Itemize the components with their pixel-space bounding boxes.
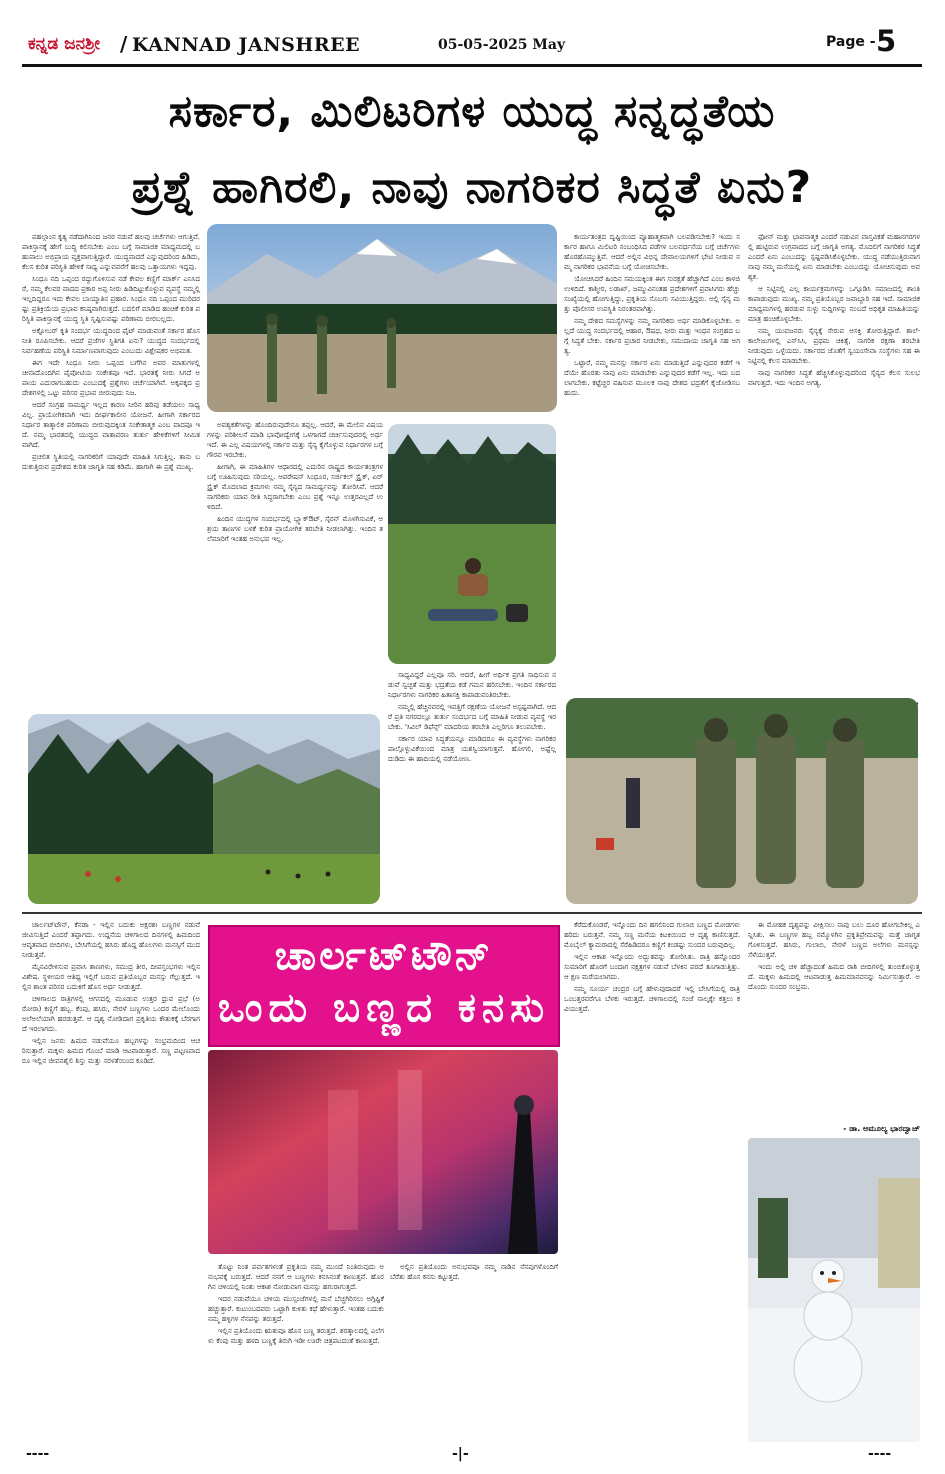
issue-date: 05-05-2025 May bbox=[438, 37, 566, 53]
paragraph: ಸಾಧ್ಯವಿದ್ದರೆ ಎಲ್ಲವೂ ಸರಿ. ಆದರೆ, ಹೀಗೆ ಅರ್ಥಿಕ ಪ್ರಗತಿ ಸಾಧಿಸುವ ನಡುವೆ ಸ್ವಚ್ಛತೆ ಮತ್ತು ಭದ್ರತೆಯ ಕಡೆ ಗಮನ ಹರಿಸಬೇಕು. ಇಂದಿನ ಸರ್ಕಾರದ ನಿರ್ಧಾರಗಳು ನಾಗರಿಕರ ಹಿತಾಸಕ್ತಿ ಕಾಪಾಡುವಂತಿರಬೇಕು. bbox=[388, 671, 556, 699]
paragraph: ಹಿಂದಿನ ಯುದ್ಧಗಳ ಸಂದರ್ಭದಲ್ಲಿ ಬ್ಲ್ಯಾಕ್‌ಔಟ್, ಸೈರನ್ ಮೊಳಗಿಸುವಿಕೆ, ಆಶ್ರಯ ತಾಣಗಳ ಬಳಕೆ ಕುರಿತ ಪ್ರಾಯೋಗಿಕ ತರಬೇತಿ ನೀಡಲಾಗಿತ್ತು. ಇಂದಿನ ತಲೆಮಾರಿಗೆ ಇಂತಹ ಅನುಭವ ಇಲ್ಲ. bbox=[207, 515, 383, 543]
page-number: 5 bbox=[876, 24, 897, 58]
paragraph: ಇಲ್ಲಿನ ಆಕಾಶ ಇನ್ನೊಂದು ಅದ್ಭುತವನ್ನು ತೋರಿಸಿತು. ರಾತ್ರಿ ಹನ್ನೊಂದರ ಸುಮಾರಿಗೆ ಹೊರಗೆ ಬಂದಾಗ ನಕ್ಷತ್ರಗಳ ನಡುವೆ ಬೆಳಕಿನ ಪರದೆ ತೂಗಾಡುತ್ತಿತ್ತು. ಆ ಕ್ಷಣ ಮರೆಯಲಾಗದು. bbox=[564, 953, 740, 981]
paragraph: ತೊಟ್ಟು ನಿಂತ ಪರ್ವತಗಳಂತೆ ಪ್ರಕೃತಿಯ ನಮ್ಮ ಮುಂದೆ ನಿಂತಿರುವುದು ಅನುಭವಕ್ಕೆ ಬರುತ್ತದೆ. ಆದರೆ ನನಗೆ ಆ ಬಣ್ಣಗಳು ಕನಸಿನಂತೆ ಕಾಣುತ್ತವೆ. ಹೊರಗಿನ ಚಳಿಯಲ್ಲಿ ನಿಂತು ಆಕಾಶ ನೋಡುವಾಗ ಮನಸ್ಸು ಹಗುರಾಗುತ್ತದೆ. bbox=[208, 1263, 384, 1291]
paragraph: ಒಟ್ಟಾರೆ, ನಮ್ಮ ಮನಸ್ಸು ಸರ್ಕಾರ ಏನು ಮಾಡುತ್ತಿದೆ ಎನ್ನುವುದರ ಕಡೆಗೆ ಇದೆಯೇ ಹೊರತು ನಾವು ಏನು ಮಾಡಬೇಕು ಎನ್ನುವುದರ ಕಡೆಗೆ ಇಲ್ಲ. ಇದು ಬದಲಾಗಬೇಕು. ಕಟ್ಟೆಚ್ಚರ ವಹಿಸುವ ಮೂಲಕ ನಾವು ದೇಶದ ಭದ್ರತೆಗೆ ಕೈಜೋಡಿಸಬಹುದು. bbox=[564, 359, 740, 397]
paragraph: ಚಾರ್ಲಟ್‌ಟೌನ್, ಕೆನಡಾ - ಇಲ್ಲಿನ ಬದುಕು ಅಕ್ಷರಶಃ ಬಣ್ಣಗಳ ನಡುವೆ ಜೀವಿಸುತ್ತಿದೆ ಎಂದರೆ ತಪ್ಪಾಗದು. ಉದ್ದನೆಯ ಚಳಿಗಾಲದ ದಿನಗಳಲ್ಲಿ ಹಿಮದಿಂದ ಆವೃತವಾದ ಬೀದಿಗಳು, ಬೇಸಿಗೆಯಲ್ಲಿ ಹಸಿರು ಹೊದ್ದ ಹೊಲಗಳು ಮನಸ್ಸಿಗೆ ಮುದ ನೀಡುತ್ತವೆ. bbox=[22, 921, 200, 959]
photo-snowman bbox=[748, 1138, 920, 1442]
paragraph: ಇಂದು ಅಲ್ಲಿ ಚಳಿ ಹೆಚ್ಚಾದಂತೆ ಹಿಮದ ರಾಶಿ ಬೀದಿಗಳಲ್ಲಿ ತುಂಬಿಕೊಳ್ಳುತ್ತದೆ. ಮಕ್ಕಳು ಹಿಮದಲ್ಲಿ ಆಟವಾಡುತ್ತ ಹಿಮಮಾನವನನ್ನು ನಿರ್ಮಿಸುತ್ತಾರೆ. ಅದೊಂದು ಸುಂದರ ಸಂಭ್ರಮ. bbox=[748, 963, 920, 991]
paragraph: ಕೆರೆದುಕೊಂಡರೆ, ಇನ್ನೊಂದು ದಿನ ಹಗಲಿನಿಂದ ಗುಲಾಬಿ ಬಣ್ಣದ ಮೋಡಗಳು ಹರಿದು ಬರುತ್ತವೆ. ನಮ್ಮ ಸಣ್ಣ ಮನೆಯ ಕಿಟಕಿಯಿಂದ ಆ ದೃಶ್ಯ ಕಾಣಿಸುತ್ತದೆ. ಮೊಬೈಲ್ ಕ್ಯಾಮರಾದಲ್ಲಿ ಸೆರೆಹಿಡಿದರೂ ಕಣ್ಣಿಗೆ ಕಂಡಷ್ಟು ಸುಂದರ ಬರುವುದಿಲ್ಲ. bbox=[564, 921, 740, 949]
article2-column-left bbox=[22, 920, 200, 1445]
paragraph: ಕಾರ್ಯತಂತ್ರದ ದೃಷ್ಟಿಯಿಂದ ವ್ಯೂಹಾತ್ಮಕವಾಗಿ ಬಲಪಡಿಸಬೇಕು? ಇಂದು ಸರ್ಕಾರ ಹಾಗೂ ಮಿಲಿಟರಿ ಸಂಬಂಧಿಸಿದ ಪಡೆಗಳ ಬಲವರ್ಧನೆಯ ಬಗ್ಗೆ ಚರ್ಚೆಗಳು ಹೊರಹೊಮ್ಮುತ್ತಿವೆ. ಆದರೆ ಅಲ್ಲಿನ ವಿಭಿನ್ನ ದೇವಾಲಯಗಳಿಗೆ ಭೇಟಿ ನೀಡುವ ನಮ್ಮ ನಾಗರಿಕರ ಭಾವನೆಯ ಬಗ್ಗೆ ಯೋಚಿಸಬೇಕು. bbox=[564, 233, 740, 271]
paragraph: ಸಿಂಧೂ ನದಿ ಒಪ್ಪಂದ ರದ್ದುಗೊಳಿಸುವ ನಡೆ ಕೇವಲ ಕಣ್ಣಿಗೆ ಮಾರ್ಕ್ ಎನಿಸಿದರೆ, ನಮ್ಮ ಕೆಲವರ ವಾದದ ಪ್ರಕಾರ ಅಪ್ಪ ನೀರು ಹಿಡಿದಿಟ್ಟುಕೊಳ್ಳುವ ವ್ಯವಸ್ಥೆ ನಮ್ಮಲ್ಲಿ ಇಲ್ಲದಿದ್ದರೂ ಇದು ಕೇವಲ ಬಾಯ್ಮಾತಿನ ಪ್ರಹಾರ. ಸಿಂಧೂ ನದಿ ಒಪ್ಪಂದ ಮುರಿದರಷ್ಟು ಪ್ರತಿಕ್ರಿಯೆಯ ಪ್ರಭಾವ ಕನಿಷ್ಠವಾಗಿರುತ್ತದೆ. ಬದಲಿಗೆ ಮಾಡಿದ ಹಂಚಿಕೆ ಕುರಿತ ಪರಿಸ್ಥಿತಿ ಪಾಕಿಸ್ತಾನಕ್ಕೆ ಯುದ್ಧ ಸ್ಥಿತಿ ಸೃಷ್ಟಿಸುವಷ್ಟು ಪರಿಣಾಮ ಬೀರಬಲ್ಲದು. bbox=[22, 275, 200, 323]
article1-column-right bbox=[564, 232, 740, 692]
brand-separator: / bbox=[120, 32, 128, 56]
paragraph: ನಾವು ನಾಗರಿಕರ ಸಿದ್ಧತೆ ಹೆಚ್ಚಿಸಿಕೊಳ್ಳುವುದರಿಂದ ಸೈನ್ಯದ ಕೆಲಸ ಸುಲಭವಾಗುತ್ತದೆ. ಇದು ಇಂದಿನ ಅಗತ್ಯ. bbox=[748, 369, 920, 387]
banner-title-line-1: ಚಾರ್ಲಟ್‌ಟೌನ್ bbox=[274, 933, 494, 979]
footer-left-mark: ---- bbox=[26, 1446, 50, 1462]
paragraph: ಪ್ರಚಲಿತ ಸ್ಥಿತಿಯಲ್ಲಿ ನಾಗರಿಕರಿಗೆ ಯಾವುದೇ ಮಾಹಿತಿ ಸಿಗುತ್ತಿಲ್ಲ. ತಾನು ಬದುಕುತ್ತಿರುವ ಪ್ರದೇಶದ ಕುರಿತ ಜಾಗೃತಿ ಸಹ ಕಡಿಮೆ. ಹಾಗಾಗಿ ಈ ಪ್ರಶ್ನೆ ಮುಖ್ಯ. bbox=[22, 453, 200, 471]
paragraph: ಇದರ ನಡುವೆಯೂ ಚಳಿಯ ಮುಸ್ಸಂಜೆಗಳಲ್ಲಿ ಮನೆ ಬೆಚ್ಚಗಿರಿಸಲು ಅಗ್ಗಿಷ್ಟಿಕೆ ಹಚ್ಚುತ್ತಾರೆ. ಕುಟುಂಬದವರು ಒಟ್ಟಾಗಿ ಕುಳಿತು ಕಥೆ ಹೇಳುತ್ತಾರೆ. ಇಂತಹ ಬದುಕು ನಮ್ಮ ಹಳ್ಳಿಗಳ ನೆನಪನ್ನು ತರುತ್ತದೆ. bbox=[208, 1295, 384, 1323]
headline-line-1: ಸರ್ಕಾರ, ಮಿಲಿಟರಿಗಳ ಯುದ್ಧ ಸನ್ನದ್ಧತೆಯ bbox=[168, 86, 776, 137]
paragraph: ಹೀಗಾಗಿ, ಈ ಮಾಹಿತಿಗಳ ಆಧಾರದಲ್ಲಿ ಎದುರಿನ ರಾಷ್ಟ್ರದ ಕಾರ್ಯತಂತ್ರಗಳ ಬಗ್ಗೆ ಊಹಿಸುವುದು ಸರಿಯಲ್ಲ. ಆಪರೇಷನ್ ಸಿಂಧೂರ, ಸರ್ಜಿಕಲ್ ಸ್ಟ್ರೈಕ್, ಏರ್ ಸ್ಟ್ರೈಕ್ ಮೊದಲಾದ ಕ್ರಮಗಳು ನಮ್ಮ ಸೈನ್ಯದ ಸಾಮರ್ಥ್ಯವನ್ನು ತೋರಿಸಿವೆ. ಆದರೆ ನಾಗರಿಕರು ಯಾವ ರೀತಿ ಸಿದ್ಧರಾಗಬೇಕು ಎಂಬ ಪ್ರಶ್ನೆ ಇನ್ನೂ ಉತ್ತರವಿಲ್ಲದೆ ಉಳಿದಿದೆ. bbox=[207, 463, 383, 511]
headline bbox=[22, 74, 922, 226]
paragraph: ಸರ್ಕಾರ ಯಾವ ಸಿದ್ಧತೆಯನ್ನೂ ಮಾಡಿದರೂ ಈ ವ್ಯವಸ್ಥೆಗಳು ನಾಗರಿಕರ ಪಾಲ್ಗೊಳ್ಳುವಿಕೆಯಿಂದ ಮಾತ್ರ ಯಶಸ್ವಿಯಾಗುತ್ತವೆ. ಹೋಗಲಿ, ಅಷ್ಟೆಲ್ಲ ದುಡಿದು ಈ ಹಾದಿಯಲ್ಲಿ ನಡೆಯೋಣ. bbox=[388, 735, 556, 763]
paragraph: ಇಲ್ಲಿನ ಜನರು ಹಿಮದ ನಡುವೆಯೂ ಹಬ್ಬಗಳನ್ನು ಸಂಭ್ರಮದಿಂದ ಆಚರಿಸುತ್ತಾರೆ. ಮಕ್ಕಳು ಹಿಮದ ಗೊಂಬೆ ಮಾಡಿ ಆಟವಾಡುತ್ತಾರೆ. ಸಣ್ಣ ಪಟ್ಟಣವಾದರೂ ಇಲ್ಲಿನ ಜೀವನಶೈಲಿ ಶಿಸ್ತು ಮತ್ತು ಸರಳತೆಯಿಂದ ಕೂಡಿದೆ. bbox=[22, 1037, 200, 1065]
paragraph: ಈಗ ಇದೇ ಸಿಂಧೂ ನೀರು ಒಪ್ಪಂದ ಬಗೆಗಿನ ಅವರ ಮಾತುಗಳಲ್ಲಿ ಚೀನಾದೊಂದಿಗಿನ ಪೈಪೋಟಿಯ ಸಂಕೇತವೂ ಇದೆ. ಭಾರತಕ್ಕೆ ನೀರು ಸಿಗದೆ ಅಪಾಯ ಎದುರಾಗಬಹುದು ಎಂಬುದಕ್ಕೆ ಪ್ರಶ್ನೆಗಳು ಚರ್ಚೆಯಾಗಿವೆ. ಅಕ್ಕಪಕ್ಕದ ಪ್ರದೇಶಗಳಲ್ಲಿ ಒಟ್ಟು ಪರಿಸರ ಪ್ರಭಾವ ಬೀರುವುದು ನಿಜ. bbox=[22, 359, 200, 397]
banner-title-line-2: ಒಂದು ಬಣ್ಣದ ಕನಸು bbox=[217, 985, 551, 1031]
photo-soldiers-meadow bbox=[207, 224, 557, 412]
paragraph: ಇಲ್ಲಿನ ಪ್ರತಿಯೊಂದು ಋತುವೂ ಹೊಸ ಬಣ್ಣ ತರುತ್ತದೆ. ಶರತ್ಕಾಲದಲ್ಲಿ ಎಲೆಗಳು ಕೆಂಪು ಮತ್ತು ಹಳದಿ ಬಣ್ಣಕ್ಕೆ ತಿರುಗಿ ಇಡೀ ಊರೇ ಚಿತ್ರಪಟದಂತೆ ಕಾಣುತ್ತದೆ. bbox=[208, 1327, 384, 1345]
paragraph: ಚಳಿಗಾಲದ ರಾತ್ರಿಗಳಲ್ಲಿ ಆಗಸದಲ್ಲಿ ಮೂಡುವ ಉತ್ತರ ಧ್ರುವ ಪ್ರಭೆ (ಅರೋರಾ) ಕಣ್ಣಿಗೆ ಹಬ್ಬ. ಕೆಂಪು, ಹಸಿರು, ನೇರಳೆ ಬಣ್ಣಗಳು ಒಂದರ ಮೇಲೊಂದು ಅಲೆಅಲೆಯಾಗಿ ಹರಡುತ್ತವೆ. ಆ ದೃಶ್ಯ ನೋಡಿದಾಗ ಪ್ರಕೃತಿಯ ಕೌತುಕಕ್ಕೆ ಬೆರಗಾಗದೆ ಇರಲಾಗದು. bbox=[22, 995, 200, 1033]
headline-line-2: ಪ್ರಶ್ನೆ ಹಾಗಿರಲಿ, ನಾವು ನಾಗರಿಕರ ಸಿದ್ಧತೆ ಏನು? bbox=[131, 162, 813, 213]
photo-pahalgam-valley bbox=[28, 714, 380, 904]
masthead bbox=[28, 24, 918, 58]
paragraph: ನಮ್ಮ ಯುವಜನರು ಸೈನ್ಯಕ್ಕೆ ಸೇರುವ ಆಸಕ್ತಿ ತೋರುತ್ತಿದ್ದಾರೆ. ಶಾಲೆ-ಕಾಲೇಜುಗಳಲ್ಲಿ ಎನ್‌ಸಿಸಿ, ಪ್ರಥಮ ಚಿಕಿತ್ಸೆ, ನಾಗರಿಕ ರಕ್ಷಣಾ ತರಬೇತಿ ನೀಡುವುದು ಒಳ್ಳೆಯದು. ಸರ್ಕಾರದ ಜೊತೆಗೆ ಸ್ವಯಂಸೇವಾ ಸಂಸ್ಥೆಗಳು ಸಹ ಈ ನಿಟ್ಟಿನಲ್ಲಿ ಕೆಲಸ ಮಾಡಬೇಕು. bbox=[748, 327, 920, 365]
page-label: Page - bbox=[826, 34, 876, 50]
paragraph: ನಮ್ಮ ದೇಶದ ಸಮಸ್ಯೆಗಳನ್ನು ನಮ್ಮ ನಾಗರಿಕರು ಅರ್ಥ ಮಾಡಿಕೊಳ್ಳಬೇಕು. ಅಲ್ಲದೆ ಯುದ್ಧ ಸಂದರ್ಭದಲ್ಲಿ ಆಹಾರ, ಔಷಧ, ನೀರು ಮತ್ತು ಇಂಧನ ಸಂಗ್ರಹದ ಬಗ್ಗೆ ಸಿದ್ಧತೆ ಬೇಕು. ಸರ್ಕಾರ ಪ್ರಚಾರ ನೀಡಬೇಕು, ಸಮುದಾಯ ಜಾಗೃತಿ ಸಹ ಅಗತ್ಯ. bbox=[564, 317, 740, 355]
paragraph: ನಮ್ಮಲ್ಲಿ ಹೆಚ್ಚಿನವರಲ್ಲಿ ಇವತ್ತಿಗೆ ರಕ್ಷಣೆಯ ಯೋಜನೆ ಅಸ್ಪಷ್ಟವಾಗಿದೆ. ಆದರೆ ಪ್ರತಿ ನಗರದಲ್ಲೂ ತುರ್ತು ಸಂದರ್ಭದ ಬಗ್ಗೆ ಮಾಹಿತಿ ನೀಡುವ ವ್ಯವಸ್ಥೆ ಇರಬೇಕು. 'ಸಿವಿಲ್ ಡಿಫೆನ್ಸ್' ಮಾದರಿಯ ತರಬೇತಿ ಎಲ್ಲರಿಗೂ ತಲುಪಬೇಕು. bbox=[388, 703, 556, 731]
article2-column-mid-2 bbox=[390, 1262, 558, 1445]
photo-soldiers-patrol bbox=[566, 698, 918, 904]
article2-title-banner bbox=[208, 925, 560, 1047]
section-divider bbox=[22, 912, 922, 914]
article2-column-right bbox=[564, 920, 740, 1445]
footer-center-mark: -|- bbox=[452, 1446, 469, 1462]
paragraph: ಫೋನ್ ಮತ್ತು ಭಾವನಾತ್ಮಕ ಎಂದರೆ ನಡುವಿನ ವಾಸ್ತವಿಕತೆ ಮಹಾನಗರಗಳಲ್ಲಿ ಹುಟ್ಟಿರುವ ಉಗ್ರವಾದದ ಬಗ್ಗೆ ಜಾಗೃತಿ ಅಗತ್ಯ. ಮೊದಲಿಗೆ ನಾಗರಿಕರ ಸಿದ್ಧತೆ ಎಂದರೆ ಏನು ಎಂಬುದನ್ನು ಸ್ಪಷ್ಟಪಡಿಸಿಕೊಳ್ಳಬೇಕು. ಯುದ್ಧ ನಡೆಯುತ್ತಿರುವಾಗ ನಾವು ನಮ್ಮ ಮನೆಯಲ್ಲಿ ಏನು ಮಾಡಬೇಕು ಎಂಬುದನ್ನು ಯೋಚಿಸುವುದು ಅವಶ್ಯಕ. bbox=[748, 233, 920, 281]
paragraph: ಆದರೆ ಸಂಗ್ರಹ ಸಾಮರ್ಥ್ಯ ಇಲ್ಲದ ಕಾರಣ ನೀರಿನ ಹರಿವು ತಡೆಯಲು ಸಾಧ್ಯವಿಲ್ಲ. ಪ್ರಾಯೋಗಿಕವಾಗಿ ಇದು ದೀರ್ಘಕಾಲೀನ ಯೋಜನೆ. ಹೀಗಾಗಿ ಸರ್ಕಾರದ ನಿರ್ಧಾರ ತಾತ್ಕಾಲಿಕ ಪರಿಣಾಮ ಬೀರುವುದಕ್ಕಿಂತ ಸಂಕೇತಾತ್ಮಕ ಎಂಬ ವಾದವೂ ಇದೆ. ನಮ್ಮ ಭಾರತದಲ್ಲಿ ಯುದ್ಧದ ವಾತಾವರಣ ತುರ್ತು ಹೇಳಿಕೆಗಳಿಗೆ ಸೀಮಿತವಾಗಿದೆ. bbox=[22, 401, 200, 449]
brand-kannada: ಕನ್ನಡ ಜನಶ್ರೀ bbox=[28, 34, 100, 54]
photo-aurora-sky bbox=[208, 1050, 558, 1254]
article1-column-left bbox=[22, 232, 200, 702]
paragraph: ಅಲ್ಲಿನ ಪ್ರತಿಯೊಂದು ಅನುಭವವೂ ನಮ್ಮ ನಾಡಿನ ನೆನಪುಗಳೊಂದಿಗೆ ಬೆರೆತು ಹೊಸ ಕನಸು ಕಟ್ಟುತ್ತದೆ. bbox=[390, 1263, 558, 1281]
article2-column-mid bbox=[208, 1262, 384, 1445]
article1-column-far-right bbox=[748, 232, 920, 702]
paragraph: ಮೈನವಿರೇಳಿಸುವ ಪ್ರವಾಸಿ ತಾಣಗಳು, ಸಮುದ್ರ ತೀರ, ದೀಪಸ್ತಂಭಗಳು ಇಲ್ಲಿನ ವಿಶೇಷ. ಸ್ಥಳೀಯರ ಆತಿಥ್ಯ ಇಲ್ಲಿಗೆ ಬರುವ ಪ್ರತಿಯೊಬ್ಬರ ಮನಸ್ಸು ಗೆಲ್ಲುತ್ತದೆ. ಇಲ್ಲಿನ ಶಾಂತ ಪರಿಸರ ಬದುಕಿಗೆ ಹೊಸ ಅರ್ಥ ನೀಡುತ್ತದೆ. bbox=[22, 963, 200, 991]
footer-right-mark: ---- bbox=[868, 1446, 892, 1462]
paragraph: ಅವಶ್ಯಕತೆಗಳನ್ನು ಹೊಂದಿರುವುದೇನೂ ತಪ್ಪಲ್ಲ. ಆದರೆ, ಈ ಮೇಲಿನ ವಿಷಯಗಳನ್ನು ಪರಿಶೀಲನೆ ಮಾಡಿ ಭಾವೋದ್ವೇಗಕ್ಕೆ ಒಳಗಾಗದೆ ಚರ್ಚಿಸುವುದರಲ್ಲಿ ಅರ್ಥ ಇದೆ. ಈ ಎಲ್ಲ ವಿಷಯಗಳಲ್ಲಿ ಸರ್ಕಾರ ಮತ್ತು ಸೈನ್ಯ ಕೈಗೊಳ್ಳುವ ನಿರ್ಧಾರಗಳ ಬಗ್ಗೆ ಗೌರವ ಇರಬೇಕು. bbox=[207, 421, 383, 459]
article1-column-mid bbox=[207, 420, 383, 702]
article1-column-bottom-mid bbox=[388, 670, 556, 905]
article2-byline: - ಡಾ. ಅಮೂಲ್ಯ ಭಾರದ್ವಾಜ್ bbox=[843, 1124, 920, 1133]
paragraph: ಆ ನಿಟ್ಟಿನಲ್ಲಿ ಎಲ್ಲ ಕಾರ್ಯಕ್ರಮಗಳನ್ನು ಒಗ್ಗೂಡಿಸಿ ಸಮಾಜದಲ್ಲಿ ಶಾಂತಿ ಕಾಪಾಡುವುದು ಮುಖ್ಯ. ನಮ್ಮ ಪ್ರತಿಯೊಬ್ಬರ ಜವಾಬ್ದಾರಿ ಸಹ ಇದೆ. ಸಾಮಾಜಿಕ ಮಾಧ್ಯಮಗಳಲ್ಲಿ ಹರಡುವ ಸುಳ್ಳು ಸುದ್ದಿಗಳನ್ನು ನಂಬದೆ ಅಧಿಕೃತ ಮಾಹಿತಿಯನ್ನು ಮಾತ್ರ ಹಂಚಿಕೊಳ್ಳಬೇಕು. bbox=[748, 285, 920, 323]
paragraph: ಪಹಲ್ಗಾಂನ ಕೃತ್ಯ ನಡೆದಾಗಿನಿಂದ ಜನರ ನಡುವೆ ಹಲವು ಚರ್ಚೆಗಳು ಆಗುತ್ತಿವೆ. ಪಾಕಿಸ್ತಾನಕ್ಕೆ ಹೇಗೆ ಬುದ್ಧಿ ಕಲಿಸಬೇಕು ಎಂಬ ಬಗ್ಗೆ ಸಾಮಾಜಿಕ ಮಾಧ್ಯಮದಲ್ಲಿ ಬಹುಪಾಲು ಅಭಿಪ್ರಾಯ ವ್ಯಕ್ತವಾಗುತ್ತಿದ್ದಾರೆ. ಯುದ್ಧವಾದರೆ ಎನ್ನುವುದರಿಂದ ಹಿಡಿದು, ಕೆಲಸ ಕುರಿತ ಪರಿಸ್ಥಿತಿ ಹೇಳಿಕೆ ಸಾಧ್ಯ ಎನ್ನುವವರೆಗೆ ಹಲವು ಒತ್ತಾಯಗಳು ಇದ್ದವು. bbox=[22, 233, 200, 271]
paragraph: ಯೋಚಿಸಿದರೆ ಹಿಂದಿನ ಸಮಯಕ್ಕಿಂತ ಈಗ ಸುರಕ್ಷತೆ ಹೆಚ್ಚಾಗಿದೆ ಎಂಬ ಕಾಳಜಿ ಉಳಿದಿದೆ. ಕಾಶ್ಮೀರ, ಲಡಾಖ್, ಜಮ್ಮುವಿನಂತಹ ಪ್ರದೇಶಗಳಿಗೆ ಪ್ರವಾಸಿಗರು ಹೆಚ್ಚು ಸಂಖ್ಯೆಯಲ್ಲಿ ಹೋಗುತ್ತಿದ್ದು, ಪ್ರಕೃತಿಯ ಸೊಬಗು ಸವಿಯುತ್ತಿದ್ದರು. ಅಲ್ಲಿ ಸೈನ್ಯ ಮತ್ತು ಪೊಲೀಸರ ಉಪಸ್ಥಿತಿ ನಿರಂತರವಾಗಿತ್ತು. bbox=[564, 275, 740, 313]
paragraph: ಅಕ್ಟೋಬರ್ ಕೃತಿ ಸಂದರ್ಭ ಯುದ್ಧದಿಂದ ಫೈಟ್ ಮಾಡುವಂತೆ ಸರ್ಕಾರ ಹೊಸ ನೀತಿ ರೂಪಿಸಬೇಕು. ಆದರೆ ಪ್ರಜೆಗಳ ಸ್ಥಿತಿಗತಿ ಏನು? ಯುದ್ಧದ ಸಂದರ್ಭದಲ್ಲಿ ನಿರ್ವಹಣೆಯ ಪರಿಸ್ಥಿತಿ ನಿರ್ಮಾಣವಾಗುವುದು ಎಂಬುದು ವಿಶ್ಲೇಷಕರ ಅಭಿಮತ. bbox=[22, 327, 200, 355]
masthead-rule bbox=[22, 64, 922, 67]
article2-column-far-right bbox=[748, 920, 920, 1120]
photo-meadow-pair bbox=[388, 424, 556, 664]
paragraph: ಈ ಮೋಹಕ ದೃಶ್ಯವನ್ನು ವೀಕ್ಷಿಸಲು ನಾವು ಬಲು ದೂರ ಹೋಗಬೇಕಿಲ್ಲ ಎನ್ನಿಸಿತು. ಈ ಬಣ್ಣಗಳ ಹಬ್ಬ ನಮ್ಮೊಳಗಿನ ಪ್ರಕೃತಿಪ್ರೇಮವನ್ನು ಮತ್ತೆ ಜಾಗೃತಗೊಳಿಸುತ್ತದೆ. ಹಸಿರು, ಗುಲಾಬಿ, ನೇರಳೆ ಬಣ್ಣದ ಅಲೆಗಳು ಮನಸ್ಸನ್ನು ಸೆಳೆಯುತ್ತವೆ. bbox=[748, 921, 920, 959]
brand-english: KANNAD JANSHREE bbox=[132, 34, 361, 56]
paragraph: ನಮ್ಮ ಸೂರ್ಯ ಚಂದ್ರರ ಬಗ್ಗೆ ಹೇಳುವುದಾದರೆ ಇಲ್ಲಿ ಬೇಸಿಗೆಯಲ್ಲಿ ರಾತ್ರಿ ಒಂಬತ್ತರವರೆಗೂ ಬೆಳಕು ಇರುತ್ತದೆ. ಚಳಿಗಾಲದಲ್ಲಿ ಸಂಜೆ ನಾಲ್ಕಕ್ಕೇ ಕತ್ತಲು ಕವಿಯುತ್ತದೆ. bbox=[564, 985, 740, 1013]
